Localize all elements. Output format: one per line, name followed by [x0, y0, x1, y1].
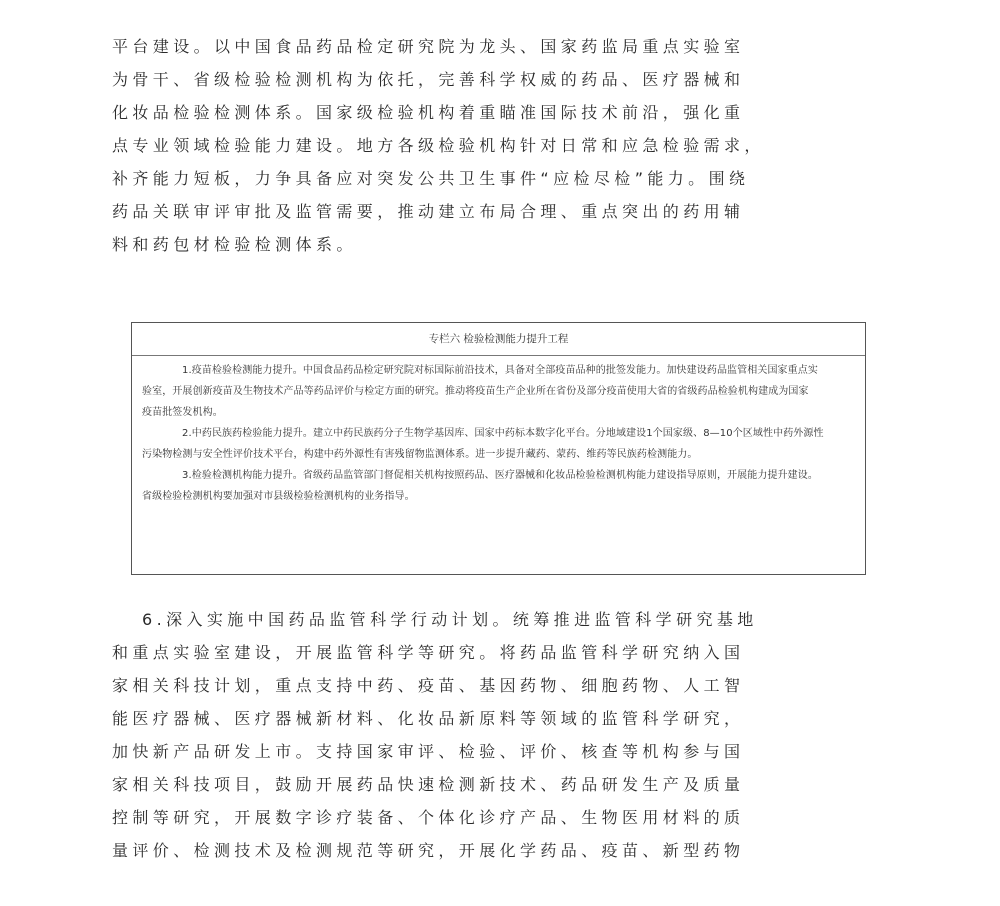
paragraph-line: 能医疗器械、医疗器械新材料、化妆品新原料等领域的监管科学研究，	[112, 709, 745, 728]
paragraph-line: 量评价、检测技术及检测规范等研究，开展化学药品、疫苗、新型药物	[112, 841, 745, 860]
body-paragraph-2	[112, 603, 887, 867]
column-box-line: 2.中药民族药检验能力提升。建立中药民族药分子生物学基因库、国家中药标本数字化平台。分地域建设1个国家级、8—10个区域性中药外源性	[182, 428, 824, 439]
column-box-body	[132, 356, 865, 507]
column-box-line: 1.疫苗检验检测能力提升。中国食品药品检定研究院对标国际前沿技术，具备对全部疫苗品种的批签发能力。加快建设药品监管相关国家重点实	[182, 365, 818, 376]
paragraph-line: 家相关科技计划，重点支持中药、疫苗、基因药物、细胞药物、人工智	[112, 676, 745, 695]
paragraph-line: 控制等研究，开展数字诊疗装备、个体化诊疗产品、生物医用材料的质	[112, 808, 745, 827]
column-box-line: 污染物检测与安全性评价技术平台，构建中药外源性有害残留物监测体系。进一步提升藏药、蒙药、维药等民族药检测能力。	[142, 449, 698, 460]
paragraph-line: 为骨干、省级检验检测机构为依托，完善科学权威的药品、医疗器械和	[112, 70, 745, 89]
column-box-line: 3.检验检测机构能力提升。省级药品监管部门督促相关机构按照药品、医疗器械和化妆品检验检测机构能力建设指导原则，开展能力提升建设。	[182, 470, 818, 481]
column-box-line: 验室，开展创新疫苗及生物技术产品等药品评价与检定方面的研究。推动将疫苗生产企业所在省份及部分疫苗使用大省的省级药品检验机构建成为国家	[142, 386, 809, 397]
column-box-line: 疫苗批签发机构。	[142, 407, 223, 418]
paragraph-line: 家相关科技项目，鼓励开展药品快速检测新技术、药品研发生产及质量	[112, 775, 745, 794]
paragraph-line: 和重点实验室建设，开展监管科学等研究。将药品监管科学研究纳入国	[112, 643, 745, 662]
paragraph-line: 料和药包材检验检测体系。	[112, 235, 357, 254]
paragraph-line: 6.深入实施中国药品监管科学行动计划。统筹推进监管科学研究基地	[142, 610, 758, 629]
column-box-line: 省级检验检测机构要加强对市县级检验检测机构的业务指导。	[142, 491, 415, 502]
column-box	[131, 322, 866, 575]
paragraph-line: 补齐能力短板，力争具备应对突发公共卫生事件“应检尽检”能力。围绕	[112, 169, 750, 188]
paragraph-line: 点专业领域检验能力建设。地方各级检验机构针对日常和应急检验需求，	[112, 136, 765, 155]
paragraph-line: 加快新产品研发上市。支持国家审评、检验、评价、核查等机构参与国	[112, 742, 745, 761]
paragraph-line: 平台建设。以中国食品药品检定研究院为龙头、国家药监局重点实验室	[112, 37, 745, 56]
paragraph-line: 药品关联审评审批及监管需要，推动建立布局合理、重点突出的药用辅	[112, 202, 745, 221]
body-paragraph-1	[112, 30, 887, 261]
paragraph-line: 化妆品检验检测体系。国家级检验机构着重瞄准国际技术前沿，强化重	[112, 103, 745, 122]
column-box-title: 专栏六 检验检测能力提升工程	[132, 323, 865, 356]
